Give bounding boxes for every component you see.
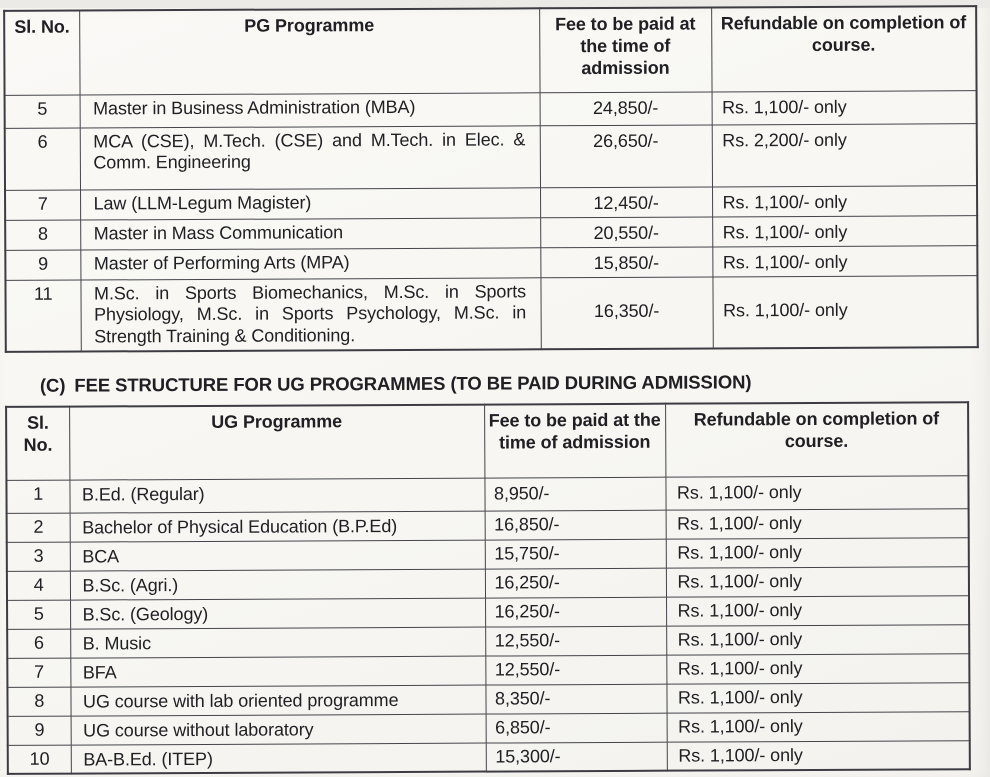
fee-cell: 12,450/- xyxy=(540,186,712,217)
programme-cell: B.Sc. (Geology) xyxy=(70,598,485,629)
table-row xyxy=(7,567,969,601)
programme-cell: M.Sc. in Sports Biomechanics, M.Sc. in Sports Physiology, M.Sc. in Sports Psychology, M.Sc. in Strength Training & Conditioning. xyxy=(80,277,540,352)
fee-cell: 12,550/- xyxy=(485,655,666,685)
table-row xyxy=(6,476,968,514)
refundable-cell: Rs. 1,100/- only xyxy=(667,741,970,771)
refundable-cell: Rs. 1,100/- only xyxy=(666,538,969,568)
programme-cell: B. Music xyxy=(70,627,485,658)
fee-cell: 24,850/- xyxy=(540,91,712,125)
refundable-cell: Rs. 1,100/- only xyxy=(665,476,968,510)
sl-no-cell: 9 xyxy=(8,716,71,745)
sl-no-cell: 9 xyxy=(5,250,80,280)
programme-cell: Master in Mass Communication xyxy=(80,217,540,249)
sl-no-cell: 2 xyxy=(7,513,70,542)
programme-cell: BA-B.Ed. (ITEP) xyxy=(71,743,486,774)
scanned-document-page xyxy=(0,8,990,777)
ug-table-header-row xyxy=(6,403,968,481)
programme-cell: UG course without laboratory xyxy=(71,714,486,745)
fee-cell: 6,850/- xyxy=(486,713,667,743)
refundable-cell: Rs. 1,100/- only xyxy=(712,215,977,246)
section-title: FEE STRUCTURE FOR UG PROGRAMMES (TO BE PAID DURING ADMISSION) xyxy=(74,371,752,396)
sl-no-cell: 6 xyxy=(7,629,70,658)
fee-cell: 16,250/- xyxy=(485,568,666,598)
refundable-cell: Rs. 1,100/- only xyxy=(712,90,977,124)
table-row xyxy=(7,683,969,717)
programme-cell: UG course with lab oriented programme xyxy=(70,685,485,716)
refundable-cell: Rs. 1,100/- only xyxy=(667,712,970,742)
fee-cell: 26,650/- xyxy=(540,124,712,187)
sl-no-cell: 5 xyxy=(7,600,70,629)
ug-header-refundable: Refundable on completion of course. xyxy=(665,403,968,477)
sl-no-cell: 3 xyxy=(7,542,70,571)
sl-no-cell: 8 xyxy=(5,220,80,250)
table-row xyxy=(5,245,977,280)
pg-header-sl-no: Sl. No. xyxy=(4,11,79,95)
refundable-cell: Rs. 1,100/- only xyxy=(666,509,969,539)
refundable-cell: Rs. 1,100/- only xyxy=(712,245,977,276)
refundable-cell: Rs. 1,100/- only xyxy=(712,185,977,216)
document-content xyxy=(0,5,990,775)
ug-section-heading xyxy=(40,370,990,397)
fee-cell: 16,350/- xyxy=(540,276,712,349)
pg-fee-table xyxy=(3,5,979,353)
table-row xyxy=(7,596,969,630)
table-row xyxy=(7,625,969,659)
programme-cell: Bachelor of Physical Education (B.P.Ed) xyxy=(70,511,485,542)
ug-header-fee: Fee to be paid at the time of admission xyxy=(484,404,665,478)
programme-cell: Master of Performing Arts (MPA) xyxy=(80,247,540,279)
fee-cell: 15,300/- xyxy=(486,742,667,772)
fee-cell: 15,850/- xyxy=(540,246,712,277)
sl-no-cell: 7 xyxy=(7,658,70,687)
fee-cell: 16,850/- xyxy=(485,510,666,540)
programme-cell: Master in Business Administration (MBA) xyxy=(80,92,540,127)
programme-cell: B.Sc. (Agri.) xyxy=(70,569,485,600)
pg-header-programme: PG Programme xyxy=(79,8,539,94)
table-row xyxy=(5,123,977,190)
programme-cell: B.Ed. (Regular) xyxy=(69,478,484,513)
fee-cell: 8,350/- xyxy=(485,684,666,714)
refundable-cell: Rs. 1,100/- only xyxy=(666,625,969,655)
sl-no-cell: 10 xyxy=(8,745,71,774)
refundable-cell: Rs. 1,100/- only xyxy=(666,567,969,597)
programme-cell: BFA xyxy=(70,656,485,687)
table-row xyxy=(7,509,969,543)
pg-header-fee: Fee to be paid at the time of admission xyxy=(539,7,711,92)
refundable-cell: Rs. 1,100/- only xyxy=(666,596,969,626)
table-row xyxy=(7,538,969,572)
sl-no-cell: 5 xyxy=(5,95,80,128)
ug-fee-table xyxy=(5,402,971,776)
table-row xyxy=(5,215,977,250)
refundable-cell: Rs. 2,200/- only xyxy=(712,123,977,186)
table-row xyxy=(5,275,977,352)
fee-cell: 20,550/- xyxy=(540,216,712,247)
refundable-cell: Rs. 1,100/- only xyxy=(712,275,977,349)
ug-header-sl-no: Sl. No. xyxy=(6,407,69,480)
section-marker: (C) xyxy=(39,374,66,397)
refundable-cell: Rs. 1,100/- only xyxy=(666,654,969,684)
table-row xyxy=(8,712,970,746)
programme-cell: Law (LLM-Legum Magister) xyxy=(80,187,540,219)
pg-table-header-row xyxy=(4,6,976,95)
sl-no-cell: 4 xyxy=(7,571,70,600)
table-row xyxy=(8,741,970,775)
ug-header-programme: UG Programme xyxy=(69,405,484,480)
table-row xyxy=(5,185,977,220)
sl-no-cell: 1 xyxy=(6,480,69,513)
fee-cell: 16,250/- xyxy=(485,597,666,627)
sl-no-cell: 7 xyxy=(5,190,80,220)
fee-cell: 8,950/- xyxy=(484,477,665,511)
programme-cell: BCA xyxy=(70,540,485,571)
fee-cell: 15,750/- xyxy=(485,539,666,569)
refundable-cell: Rs. 1,100/- only xyxy=(666,683,969,713)
sl-no-cell: 11 xyxy=(5,280,80,353)
fee-cell: 12,550/- xyxy=(485,626,666,656)
sl-no-cell: 8 xyxy=(7,687,70,716)
table-row xyxy=(5,90,977,128)
table-row xyxy=(7,654,969,688)
pg-header-refundable: Refundable on completion of course. xyxy=(711,6,976,91)
programme-cell: MCA (CSE), M.Tech. (CSE) and M.Tech. in Elec. & Comm. Engineering xyxy=(80,125,540,189)
sl-no-cell: 6 xyxy=(5,128,80,190)
